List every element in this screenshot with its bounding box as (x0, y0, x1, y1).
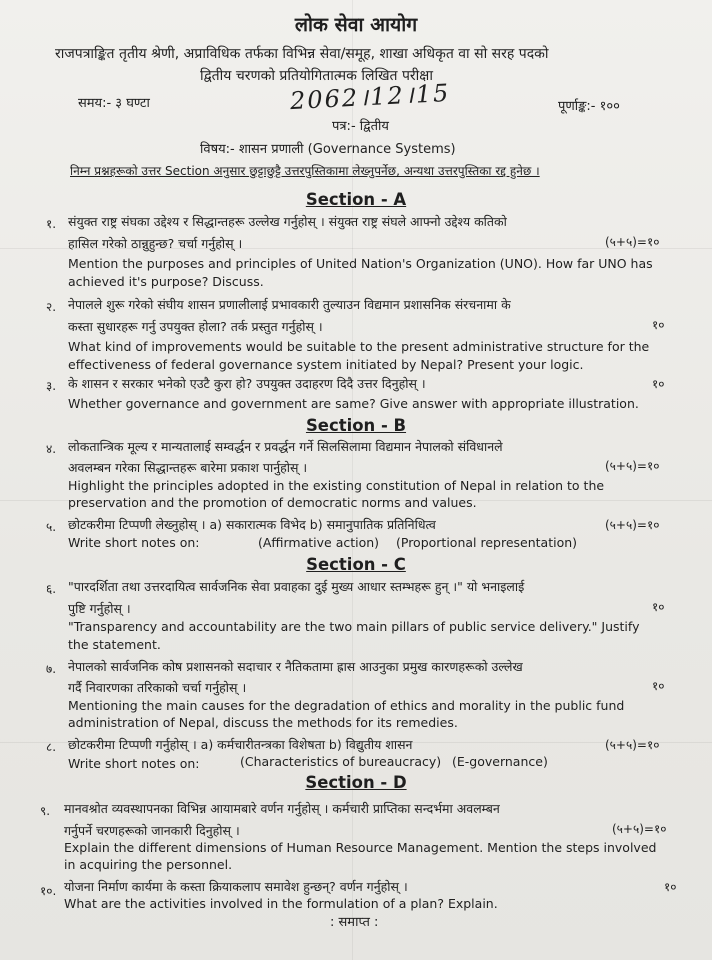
section-d-heading: Section - D (305, 773, 407, 792)
question-3-english-line1: Whether governance and government are same? Give answer with appropriate illustration. (68, 396, 639, 411)
question-7-nepali-line2: गर्दै निवारणका तरिकाको चर्चा गर्नुहोस् । (68, 680, 247, 695)
question-8-english-b: (E-governance) (452, 754, 548, 769)
question-2-number: २. (46, 300, 57, 314)
question-1-number: १. (46, 217, 57, 231)
question-8-marks: (५+५)=१० (605, 738, 660, 752)
question-5-english-b: (Proportional representation) (396, 535, 578, 550)
commission-title: लोक सेवा आयोग (294, 13, 418, 36)
subject-title: विषय:- शासन प्रणाली (Governance Systems) (200, 142, 456, 157)
question-6-nepali-line2: पुष्टि गर्नुहोस् । (68, 601, 131, 616)
question-6-english-line1: "Transparency and accountability are the two main pillars of public service delivery." Justify (68, 619, 640, 634)
full-marks: पूर्णाङ्क:- १०० (558, 99, 620, 114)
question-2-english-line2: effectiveness of federal governance system initiated by Nepal? Present your logic. (68, 357, 584, 372)
question-2-nepali-line1: नेपालले शुरू गरेको संघीय शासन प्रणालीलाई प्रभावकारी तुल्याउन विद्यमान प्रशासनिक संरचनामा के (68, 297, 511, 312)
exam-time: समय:- ३ घण्टा (78, 96, 150, 111)
section-c-heading: Section - C (306, 555, 406, 574)
question-9-number: ९. (40, 804, 51, 818)
question-2-marks: १० (652, 318, 665, 332)
question-5-nepali-line1: छोटकरीमा टिप्पणी लेख्नुहोस् । a) सकारात्मक विभेद b) समानुपातिक प्रतिनिधित्व (68, 517, 436, 532)
question-3-number: ३. (46, 379, 57, 393)
question-10-number: १०. (40, 884, 57, 898)
exam-stage: द्वितीय चरणको प्रतियोगितात्मक लिखित परीक्षा (200, 68, 433, 84)
paper-number: पत्र:- द्वितीय (332, 119, 389, 134)
question-5-number: ५. (46, 520, 57, 534)
question-8-nepali-line1: छोटकरीमा टिप्पणी गर्नुहोस् । a) कर्मचारीतन्त्रका विशेषता b) विद्युतीय शासन (68, 737, 413, 752)
question-10-nepali-line1: योजना निर्माण कार्यमा के कस्ता क्रियाकलाप समावेश हुन्छन्? वर्णन गर्नुहोस् । (64, 879, 408, 894)
question-10-english-line1: What are the activities involved in the formulation of a plan? Explain. (64, 896, 498, 911)
question-7-nepali-line1: नेपालको सार्वजनिक कोष प्रशासनको सदाचार र नैतिकतामा ह्रास आउनुका प्रमुख कारणहरूको उल्लेख (68, 659, 523, 674)
question-5-marks: (५+५)=१० (605, 518, 660, 532)
question-1-marks: (५+५)=१० (605, 235, 660, 249)
question-7-english-line1: Mentioning the main causes for the degradation of ethics and morality in the public fund (68, 698, 625, 713)
question-5-english-lead: Write short notes on: (68, 535, 200, 550)
question-1-nepali-line2: हासिल गरेको ठान्नुहुन्छ? चर्चा गर्नुहोस् । (68, 236, 243, 251)
question-8-english-a: (Characteristics of bureaucracy) (240, 754, 442, 769)
question-4-english-line1: Highlight the principles adopted in the existing constitution of Nepal in relation to the (68, 478, 605, 493)
question-4-nepali-line1: लोकतान्त्रिक मूल्य र मान्यतालाई सम्वर्द्धन र प्रवर्द्धन गर्ने सिलसिलामा विद्यमान नेपालको संविधानले (68, 439, 503, 454)
question-10-marks: १० (664, 880, 677, 894)
question-1-english-line2: achieved it's purpose? Discuss. (68, 274, 264, 289)
question-4-marks: (५+५)=१० (605, 459, 660, 473)
question-2-nepali-line2: कस्ता सुधारहरू गर्नु उपयुक्त होला? तर्क प्रस्तुत गर्नुहोस् । (68, 319, 323, 334)
question-5-english-a: (Affirmative action) (258, 535, 380, 550)
question-6-english-line2: the statement. (68, 637, 161, 652)
question-6-number: ६. (46, 582, 57, 596)
question-9-nepali-line2: गर्नुपर्ने चरणहरूको जानकारी दिनुहोस् । (64, 823, 240, 838)
question-4-nepali-line2: अवलम्बन गरेका सिद्धान्तहरू बारेमा प्रकाश पार्नुहोस् । (68, 460, 308, 475)
question-9-marks: (५+५)=१० (612, 822, 667, 836)
end-marker: : समाप्त : (330, 915, 379, 930)
instructions: निम्न प्रश्नहरूको उत्तर Section अनुसार छुट्टाछुट्टै उत्तरपुस्तिकामा लेख्नुपर्नेछ, अन्यथा उत्तरपुस्तिका रद्द हुनेछ । (70, 164, 540, 178)
question-9-english-line1: Explain the different dimensions of Human Resource Management. Mention the steps involved (64, 840, 657, 855)
question-7-marks: १० (652, 679, 665, 693)
question-1-english-line1: Mention the purposes and principles of United Nation's Organization (UNO). How far UNO has (68, 256, 653, 271)
question-4-english-line2: preservation and the promotion of democratic norms and values. (68, 495, 477, 510)
question-4-number: ४. (46, 442, 57, 456)
question-6-nepali-line1: "पारदर्शिता तथा उत्तरदायित्व सार्वजनिक सेवा प्रवाहका दुई मुख्य आधार स्तम्भहरू हुन् ।" यो भनाइलाई (68, 579, 525, 594)
exam-description: राजपत्राङ्कित तृतीय श्रेणी, अप्राविधिक तर्फका विभिन्न सेवा/समूह, शाखा अधिकृत वा सो सरह पदको (55, 46, 549, 62)
question-9-nepali-line1: मानवश्रोत व्यवस्थापनका विभिन्न आयामबारे वर्णन गर्नुहोस् । कर्मचारी प्राप्तिका सन्दर्भमा अवलम्बन (64, 801, 500, 816)
question-9-english-line2: in acquiring the personnel. (64, 857, 233, 872)
section-a-heading: Section - A (305, 190, 407, 209)
question-2-english-line1: What kind of improvements would be suitable to the present administrative structure for the (68, 339, 650, 354)
handwritten-date: 2062।12।15 (289, 78, 452, 116)
question-3-nepali-line1: के शासन र सरकार भनेको एउटै कुरा हो? उपयुक्त उदाहरण दिदै उत्तर दिनुहोस् । (68, 376, 426, 391)
question-1-nepali-line1: संयुक्त राष्ट्र संघका उद्देश्य र सिद्धान्तहरू उल्लेख गर्नुहोस् । संयुक्त राष्ट्र संघले आफ्नो उद्देश्य कतिको (68, 214, 507, 229)
question-8-number: ८. (46, 740, 57, 754)
question-7-number: ७. (46, 662, 57, 676)
question-7-english-line2: administration of Nepal, discuss the methods for its remedies. (68, 715, 458, 730)
section-b-heading: Section - B (305, 416, 407, 435)
question-6-marks: १० (652, 600, 665, 614)
question-8-english-lead: Write short notes on: (68, 756, 200, 771)
question-3-marks: १० (652, 377, 665, 391)
